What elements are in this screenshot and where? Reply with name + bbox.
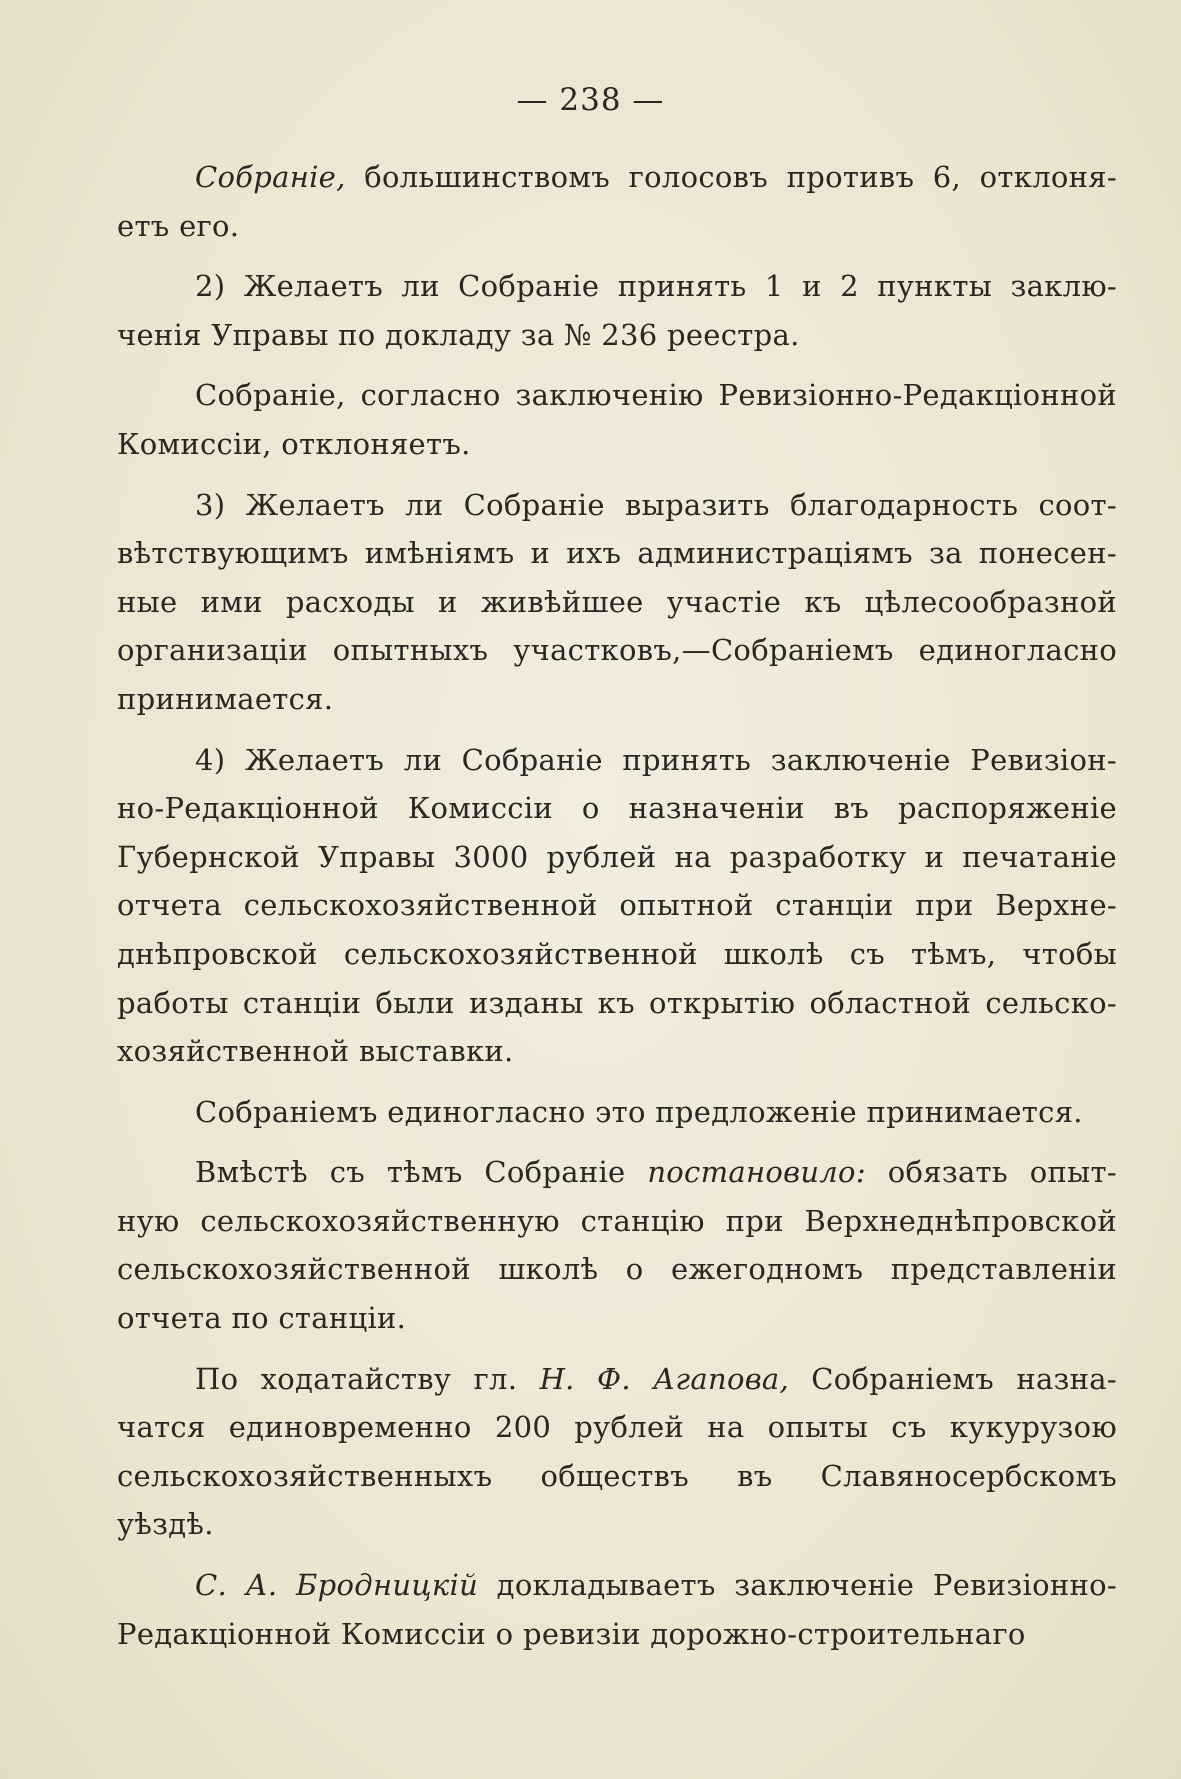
text-run: Губернской Управы 3000 рублей на разработку и печатаніе xyxy=(117,839,1117,874)
page-number: — 238 — xyxy=(516,82,665,118)
text-line xyxy=(117,833,1117,882)
text-run: ную сельскохозяйственную станцію при Верхнеднѣпровской xyxy=(117,1203,1117,1238)
text-line xyxy=(117,626,1117,675)
italic-text: постановило: xyxy=(647,1155,866,1190)
paragraph xyxy=(117,1355,1117,1549)
text-line xyxy=(117,481,1117,530)
text-run: отчета по станціи. xyxy=(117,1301,407,1336)
body-text xyxy=(117,153,1117,1670)
text-run: работы станціи были изданы къ открытію областной сельско- xyxy=(117,985,1117,1020)
text-run: 4) Желаетъ ли Собраніе принять заключеніе Ревизіон- xyxy=(195,742,1117,777)
text-run: чатся единовременно 200 рублей на опыты съ кукурузою xyxy=(117,1410,1117,1445)
text-line xyxy=(117,784,1117,833)
text-line xyxy=(117,311,1117,360)
text-run: сельскохозяйственныхъ обществъ въ Славяносербскомъ xyxy=(117,1458,1117,1493)
text-line xyxy=(117,1294,1117,1343)
text-line xyxy=(117,1245,1117,1294)
text-line xyxy=(117,153,1117,202)
paragraph xyxy=(117,1088,1117,1137)
text-run: Комиссіи, отклоняетъ. xyxy=(117,426,471,461)
text-line xyxy=(117,371,1117,420)
text-line xyxy=(117,1561,1117,1610)
text-run: большинствомъ голосовъ противъ 6, отклоня- xyxy=(345,160,1117,194)
paragraph xyxy=(117,371,1117,468)
text-run: хозяйственной выставки. xyxy=(117,1034,514,1069)
text-run: 3) Желаетъ ли Собраніе выразить благодарность соот- xyxy=(195,487,1117,522)
text-run: ченія Управы по докладу за № 236 реестра. xyxy=(117,317,800,352)
text-line xyxy=(117,675,1117,724)
text-run: сельскохозяйственной школѣ о ежегодномъ представленіи xyxy=(117,1252,1117,1287)
text-run: принимается. xyxy=(117,681,334,716)
text-run: Собраніе, согласно заключенію Ревизіонно-Редакціонной xyxy=(195,378,1117,413)
text-run: Собраніемъ назна- xyxy=(789,1361,1117,1396)
text-line xyxy=(117,1452,1117,1501)
text-run: докладываетъ заключеніе Ревизіонно- xyxy=(478,1568,1117,1603)
text-line xyxy=(117,1027,1117,1076)
paragraph xyxy=(117,481,1117,724)
text-line xyxy=(117,1403,1117,1452)
text-line xyxy=(117,529,1117,578)
text-line xyxy=(117,578,1117,627)
text-line xyxy=(117,930,1117,979)
paragraph xyxy=(117,153,1117,250)
text-run: организаціи опытныхъ участковъ,—Собраніемъ единогласно xyxy=(117,633,1117,668)
text-line xyxy=(117,1500,1117,1549)
text-run: уѣздѣ. xyxy=(117,1507,214,1542)
text-run: По ходатайству гл. xyxy=(195,1361,540,1396)
text-run: но-Редакціонной Комиссіи о назначеніи въ распоряженіе xyxy=(117,791,1117,826)
text-run: отчета сельскохозяйственной опытной станціи при Верхне- xyxy=(117,888,1117,923)
text-line xyxy=(117,1148,1117,1197)
text-line xyxy=(117,736,1117,785)
text-run: вѣтствующимъ имѣніямъ и ихъ администраціямъ за понесен- xyxy=(117,536,1117,571)
text-line xyxy=(117,1088,1117,1137)
italic-text: Н. Ф. Агапова, xyxy=(539,1361,789,1396)
text-run: етъ его. xyxy=(117,208,240,243)
text-line xyxy=(117,1355,1117,1404)
italic-text: С. А. Бродницкій xyxy=(195,1568,479,1603)
paragraph xyxy=(117,262,1117,359)
text-line xyxy=(117,1610,1117,1659)
text-line xyxy=(117,202,1117,251)
text-line xyxy=(117,881,1117,930)
text-run: днѣпровской сельскохозяйственной школѣ съ тѣмъ, чтобы xyxy=(117,936,1117,971)
italic-text: Собраніе, xyxy=(195,160,346,194)
text-run: 2) Желаетъ ли Собраніе принять 1 и 2 пункты заклю- xyxy=(195,269,1117,304)
text-run: Редакціонной Комиссіи о ревизіи дорожно-строительнаго xyxy=(117,1616,1026,1651)
text-run: Собраніемъ единогласно это предложеніе принимается. xyxy=(195,1094,1083,1129)
paragraph xyxy=(117,1561,1117,1658)
text-line xyxy=(117,979,1117,1028)
text-line xyxy=(117,1197,1117,1246)
text-line xyxy=(117,262,1117,311)
text-run: Вмѣстѣ съ тѣмъ Собраніе xyxy=(195,1155,648,1190)
text-line xyxy=(117,420,1117,469)
paragraph xyxy=(117,1148,1117,1342)
text-run: ные ими расходы и живѣйшее участіе къ цѣлесообразной xyxy=(117,584,1117,619)
text-run: обязать опыт- xyxy=(865,1155,1117,1190)
paragraph xyxy=(117,736,1117,1076)
